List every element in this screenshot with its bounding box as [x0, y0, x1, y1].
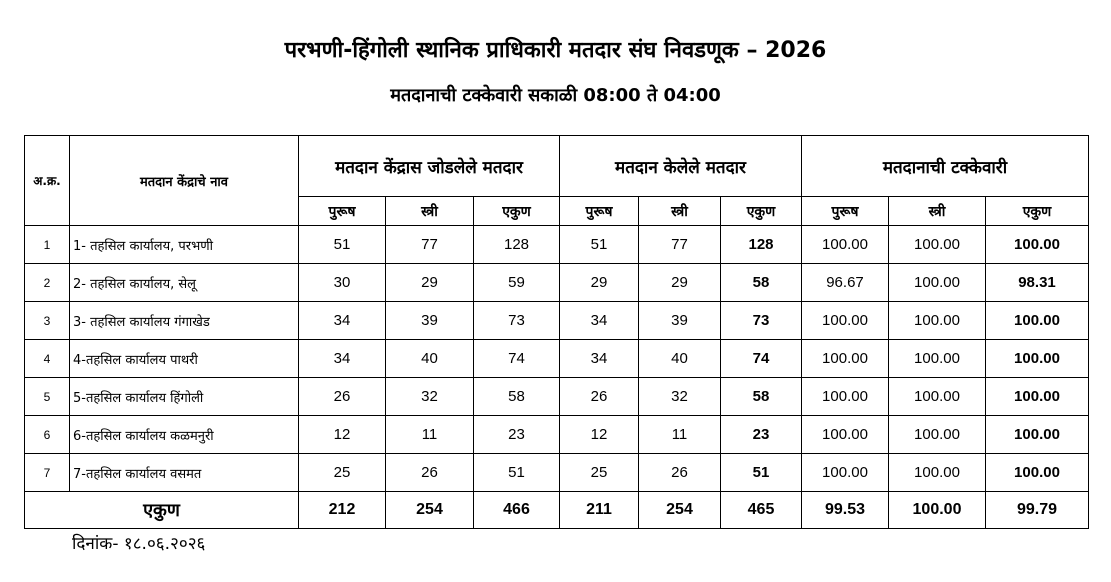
- cell-voted-total: 23: [721, 416, 802, 454]
- cell-percent-female: 100.00: [889, 454, 986, 492]
- sub-header-total: एकुण: [474, 197, 560, 226]
- cell-voted-total: 58: [721, 264, 802, 302]
- table-row: [25, 378, 1089, 416]
- col-header-center-name: मतदान केंद्राचे नाव: [70, 136, 299, 226]
- cell-voted-total: 74: [721, 340, 802, 378]
- cell-attached-total: 58: [474, 378, 560, 416]
- cell-voted-male: 12: [560, 416, 639, 454]
- sub-header-female: स्त्री: [639, 197, 721, 226]
- sub-header-female: स्त्री: [889, 197, 986, 226]
- cell-serial: 7: [25, 454, 70, 492]
- cell-voted-total: 73: [721, 302, 802, 340]
- cell-percent-male: 100.00: [802, 302, 889, 340]
- cell-attached-total: 73: [474, 302, 560, 340]
- cell-attached-male: 34: [299, 340, 386, 378]
- cell-attached-male: 34: [299, 302, 386, 340]
- cell-percent-male: 100.00: [802, 416, 889, 454]
- cell-attached-male: 12: [299, 416, 386, 454]
- col-header-serial: अ.क्र.: [25, 136, 70, 226]
- group-header-turnout-percent: मतदानाची टक्केवारी: [802, 136, 1089, 197]
- cell-percent-male: 100.00: [802, 226, 889, 264]
- cell-percent-female: 100.00: [889, 416, 986, 454]
- table-row: [25, 302, 1089, 340]
- cell-center-name: 3- तहसिल कार्यालय गंगाखेड: [70, 302, 299, 340]
- cell-serial: 1: [25, 226, 70, 264]
- cell-center-name: 7-तहसिल कार्यालय वसमत: [70, 454, 299, 492]
- total-label: एकुण: [25, 492, 299, 529]
- cell-attached-male: 26: [299, 378, 386, 416]
- cell-percent-male: 100.00: [802, 340, 889, 378]
- cell-percent-total: 100.00: [986, 416, 1089, 454]
- voter-turnout-table: [24, 135, 1089, 529]
- cell-attached-male: 30: [299, 264, 386, 302]
- cell-serial: 2: [25, 264, 70, 302]
- total-voted-total: 465: [721, 492, 802, 529]
- cell-center-name: 5-तहसिल कार्यालय हिंगोली: [70, 378, 299, 416]
- total-voted-female: 254: [639, 492, 721, 529]
- cell-voted-male: 26: [560, 378, 639, 416]
- cell-attached-female: 39: [386, 302, 474, 340]
- cell-voted-total: 58: [721, 378, 802, 416]
- cell-percent-female: 100.00: [889, 302, 986, 340]
- total-attached-male: 212: [299, 492, 386, 529]
- cell-attached-total: 51: [474, 454, 560, 492]
- table-total-row: [25, 492, 1089, 529]
- total-percent-female: 100.00: [889, 492, 986, 529]
- cell-attached-female: 29: [386, 264, 474, 302]
- cell-voted-male: 25: [560, 454, 639, 492]
- cell-voted-female: 77: [639, 226, 721, 264]
- cell-attached-total: 59: [474, 264, 560, 302]
- cell-percent-female: 100.00: [889, 378, 986, 416]
- table-group-header-row: [25, 136, 1089, 197]
- group-header-attached-voters: मतदान केंद्रास जोडलेले मतदार: [299, 136, 560, 197]
- sub-header-male: पुरूष: [560, 197, 639, 226]
- cell-attached-female: 11: [386, 416, 474, 454]
- group-header-voted-voters: मतदान केलेले मतदार: [560, 136, 802, 197]
- cell-attached-female: 32: [386, 378, 474, 416]
- cell-attached-total: 128: [474, 226, 560, 264]
- total-percent-male: 99.53: [802, 492, 889, 529]
- cell-voted-female: 39: [639, 302, 721, 340]
- cell-center-name: 4-तहसिल कार्यालय पाथरी: [70, 340, 299, 378]
- table-row: [25, 340, 1089, 378]
- cell-voted-female: 40: [639, 340, 721, 378]
- cell-voted-total: 128: [721, 226, 802, 264]
- cell-percent-female: 100.00: [889, 340, 986, 378]
- cell-percent-male: 100.00: [802, 378, 889, 416]
- report-date: दिनांक- १८.०६.२०२६: [72, 534, 206, 554]
- cell-attached-male: 25: [299, 454, 386, 492]
- cell-voted-female: 32: [639, 378, 721, 416]
- sub-header-total: एकुण: [721, 197, 802, 226]
- cell-attached-total: 74: [474, 340, 560, 378]
- sub-header-female: स्त्री: [386, 197, 474, 226]
- cell-attached-female: 77: [386, 226, 474, 264]
- sub-header-total: एकुण: [986, 197, 1089, 226]
- cell-voted-male: 51: [560, 226, 639, 264]
- sub-header-male: पुरूष: [802, 197, 889, 226]
- sub-header-male: पुरूष: [299, 197, 386, 226]
- cell-center-name: 6-तहसिल कार्यालय कळमनुरी: [70, 416, 299, 454]
- cell-percent-male: 100.00: [802, 454, 889, 492]
- cell-serial: 6: [25, 416, 70, 454]
- cell-percent-male: 96.67: [802, 264, 889, 302]
- cell-attached-total: 23: [474, 416, 560, 454]
- table-row: [25, 264, 1089, 302]
- page-subtitle: मतदानाची टक्केवारी सकाळी 08:00 ते 04:00: [390, 85, 721, 106]
- cell-attached-male: 51: [299, 226, 386, 264]
- cell-voted-female: 29: [639, 264, 721, 302]
- cell-serial: 4: [25, 340, 70, 378]
- cell-center-name: 1- तहसिल कार्यालय, परभणी: [70, 226, 299, 264]
- cell-voted-male: 34: [560, 340, 639, 378]
- cell-serial: 3: [25, 302, 70, 340]
- cell-percent-total: 100.00: [986, 302, 1089, 340]
- table-row: [25, 416, 1089, 454]
- page-title: परभणी-हिंगोली स्थानिक प्राधिकारी मतदार संघ निवडणूक – 2026: [284, 38, 827, 63]
- cell-voted-male: 34: [560, 302, 639, 340]
- cell-percent-total: 100.00: [986, 378, 1089, 416]
- cell-percent-total: 98.31: [986, 264, 1089, 302]
- total-voted-male: 211: [560, 492, 639, 529]
- total-attached-total: 466: [474, 492, 560, 529]
- table-row: [25, 226, 1089, 264]
- cell-percent-female: 100.00: [889, 264, 986, 302]
- total-attached-female: 254: [386, 492, 474, 529]
- total-percent-total: 99.79: [986, 492, 1089, 529]
- cell-attached-female: 26: [386, 454, 474, 492]
- cell-percent-total: 100.00: [986, 226, 1089, 264]
- cell-percent-female: 100.00: [889, 226, 986, 264]
- cell-voted-male: 29: [560, 264, 639, 302]
- cell-percent-total: 100.00: [986, 340, 1089, 378]
- cell-serial: 5: [25, 378, 70, 416]
- table-row: [25, 454, 1089, 492]
- cell-voted-total: 51: [721, 454, 802, 492]
- cell-attached-female: 40: [386, 340, 474, 378]
- cell-voted-female: 11: [639, 416, 721, 454]
- cell-voted-female: 26: [639, 454, 721, 492]
- cell-center-name: 2- तहसिल कार्यालय, सेलू: [70, 264, 299, 302]
- cell-percent-total: 100.00: [986, 454, 1089, 492]
